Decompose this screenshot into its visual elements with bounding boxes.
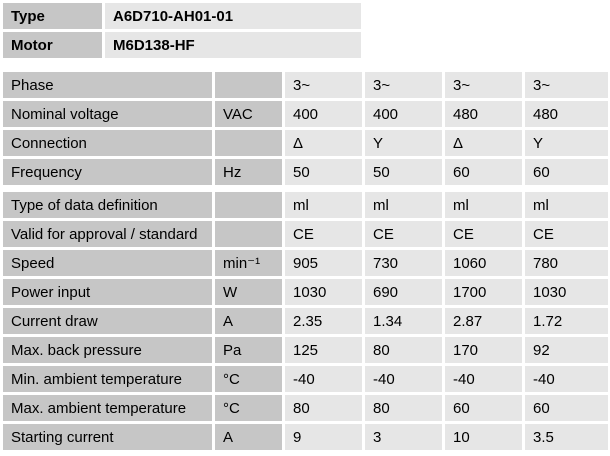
value-cell: 1.72 <box>525 308 608 334</box>
row-label: Power input <box>3 279 212 305</box>
value-cell: 2.35 <box>285 308 362 334</box>
unit-cell <box>215 72 282 98</box>
row-label: Nominal voltage <box>3 101 212 127</box>
header-label: Type <box>3 3 102 29</box>
value-cell: 1030 <box>525 279 608 305</box>
value-cell: -40 <box>525 366 608 392</box>
table-row-min-ambient-temperature <box>3 366 610 392</box>
value-cell: 905 <box>285 250 362 276</box>
unit-cell: °C <box>215 395 282 421</box>
value-cell: 480 <box>445 101 522 127</box>
table-row-approval-standard <box>3 221 610 247</box>
unit-cell: min⁻¹ <box>215 250 282 276</box>
value-cell: 50 <box>285 159 362 185</box>
value-cell: 3.5 <box>525 424 608 450</box>
unit-cell: Hz <box>215 159 282 185</box>
value-cell: CE <box>525 221 608 247</box>
value-cell: 125 <box>285 337 362 363</box>
row-label: Max. back pressure <box>3 337 212 363</box>
header-row-type <box>3 3 610 29</box>
unit-cell <box>215 130 282 156</box>
value-cell: 60 <box>445 159 522 185</box>
value-cell: CE <box>445 221 522 247</box>
row-label: Connection <box>3 130 212 156</box>
table-row-current-draw <box>3 308 610 334</box>
value-cell: 60 <box>525 159 608 185</box>
value-cell: 1700 <box>445 279 522 305</box>
value-cell: 3~ <box>445 72 522 98</box>
value-cell: 1.34 <box>365 308 442 334</box>
table-row-connection <box>3 130 610 156</box>
value-cell: ml <box>525 192 608 218</box>
value-cell: -40 <box>365 366 442 392</box>
value-cell: 1030 <box>285 279 362 305</box>
header-block <box>3 3 610 58</box>
value-cell: Δ <box>445 130 522 156</box>
value-cell: 9 <box>285 424 362 450</box>
value-cell: 400 <box>285 101 362 127</box>
table-row-starting-current <box>3 424 610 450</box>
row-label: Type of data definition <box>3 192 212 218</box>
value-cell: 1060 <box>445 250 522 276</box>
table-row-nominal-voltage <box>3 101 610 127</box>
header-label: Motor <box>3 32 102 58</box>
table-row-frequency <box>3 159 610 185</box>
unit-cell <box>215 192 282 218</box>
table-row-phase <box>3 72 610 98</box>
value-cell: 170 <box>445 337 522 363</box>
value-cell: 10 <box>445 424 522 450</box>
value-cell: 60 <box>445 395 522 421</box>
row-label: Frequency <box>3 159 212 185</box>
table-row-power-input <box>3 279 610 305</box>
value-cell: CE <box>365 221 442 247</box>
row-label: Speed <box>3 250 212 276</box>
value-cell: -40 <box>445 366 522 392</box>
value-cell: 80 <box>365 337 442 363</box>
motor-value: M6D138-HF <box>105 32 361 58</box>
unit-cell: Pa <box>215 337 282 363</box>
value-cell: Y <box>365 130 442 156</box>
value-cell: 780 <box>525 250 608 276</box>
value-cell: ml <box>445 192 522 218</box>
value-cell: ml <box>285 192 362 218</box>
row-label: Starting current <box>3 424 212 450</box>
value-cell: 3 <box>365 424 442 450</box>
row-label: Current draw <box>3 308 212 334</box>
value-cell: 92 <box>525 337 608 363</box>
value-cell: ml <box>365 192 442 218</box>
table-row-speed <box>3 250 610 276</box>
spec-table <box>3 72 610 450</box>
value-cell: Y <box>525 130 608 156</box>
row-label: Min. ambient temperature <box>3 366 212 392</box>
value-cell: 50 <box>365 159 442 185</box>
header-row-motor <box>3 32 610 58</box>
value-cell: 690 <box>365 279 442 305</box>
value-cell: 3~ <box>365 72 442 98</box>
value-cell: 80 <box>285 395 362 421</box>
value-cell: 3~ <box>525 72 608 98</box>
value-cell: 400 <box>365 101 442 127</box>
value-cell: 730 <box>365 250 442 276</box>
value-cell: CE <box>285 221 362 247</box>
value-cell: 60 <box>525 395 608 421</box>
row-label: Max. ambient temperature <box>3 395 212 421</box>
unit-cell: °C <box>215 366 282 392</box>
value-cell: 80 <box>365 395 442 421</box>
row-label: Phase <box>3 72 212 98</box>
table-row-data-definition <box>3 192 610 218</box>
value-cell: 480 <box>525 101 608 127</box>
table-row-max-back-pressure <box>3 337 610 363</box>
unit-cell: W <box>215 279 282 305</box>
type-value: A6D710-AH01-01 <box>105 3 361 29</box>
unit-cell: A <box>215 308 282 334</box>
unit-cell: VAC <box>215 101 282 127</box>
unit-cell: A <box>215 424 282 450</box>
value-cell: 3~ <box>285 72 362 98</box>
value-cell: 2.87 <box>445 308 522 334</box>
value-cell: -40 <box>285 366 362 392</box>
row-label: Valid for approval / standard <box>3 221 212 247</box>
table-row-max-ambient-temperature <box>3 395 610 421</box>
value-cell: Δ <box>285 130 362 156</box>
unit-cell <box>215 221 282 247</box>
